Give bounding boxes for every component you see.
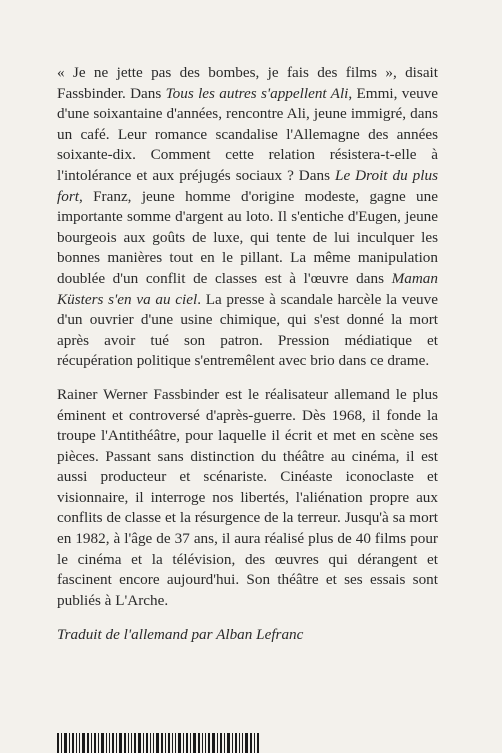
film-title-maman: Maman Küsters s'en va au ciel [57,269,438,308]
synopsis-text-3: , Franz, jeune homme d'origine modeste, gagne une importante somme d'argent au loto. Il s'entiche d'Eugen, jeune bourgeois aux goûts de luxe, qui tente de lui inculquer les bonnes manières tout en le pillant. La même manipulation doublée d'un conflit de classes est à l'œuvre dans [57,187,438,287]
film-title-droit: Le Droit du plus fort [57,166,438,205]
back-cover-text [57,63,438,646]
synopsis-text-1: « Je ne jette pas des bombes, je fais des films », disait Fassbinder. Dans [57,64,438,102]
film-title-ali: Tous les autres s'appellent Ali [165,84,349,102]
barcode [57,733,307,753]
author-bio-paragraph: Rainer Werner Fassbinder est le réalisateur allemand le plus éminent et controversé d'après-guerre. Dès 1968, il fonde la troupe l'Antithéâtre, pour laquelle il écrit et met en scène ses pièces. Passant sans distinction du théâtre au cinéma, il est aussi producteur et scénariste. Cinéaste iconoclaste et visionnaire, il interroge nos libertés, l'aliénation propre aux conflits de classe et la résurgence de la terreur. Jusqu'à sa mort en 1982, à l'âge de 37 ans, il aura réalisé plus de 40 films pour le cinéma et la télévision, des œuvres qui dérangent et fascinent encore aujourd'hui. Son théâtre et ses essais sont publiés à L'Arche. [57,385,438,609]
synopsis-paragraph [57,63,438,372]
synopsis-text-2: , Emmi, veuve d'une soixantaine d'années, rencontre Ali, jeune immigré, dans un café. Leur romance scandalise l'Allemagne des années soixante-dix. Comment cette relation résistera-t-elle à l'intolérance et aux préjugés sociaux ? Dans [57,84,439,184]
synopsis-text-4: . La presse à scandale harcèle la veuve d'un ouvrier d'une usine chimique, qui s'est donné la mort après avoir tué son patron. Pression médiatique et récupération politique s'entremêlent avec brio dans ce drame. [57,290,438,370]
translator-credit: Traduit de l'allemand par Alban Lefranc [57,626,304,644]
